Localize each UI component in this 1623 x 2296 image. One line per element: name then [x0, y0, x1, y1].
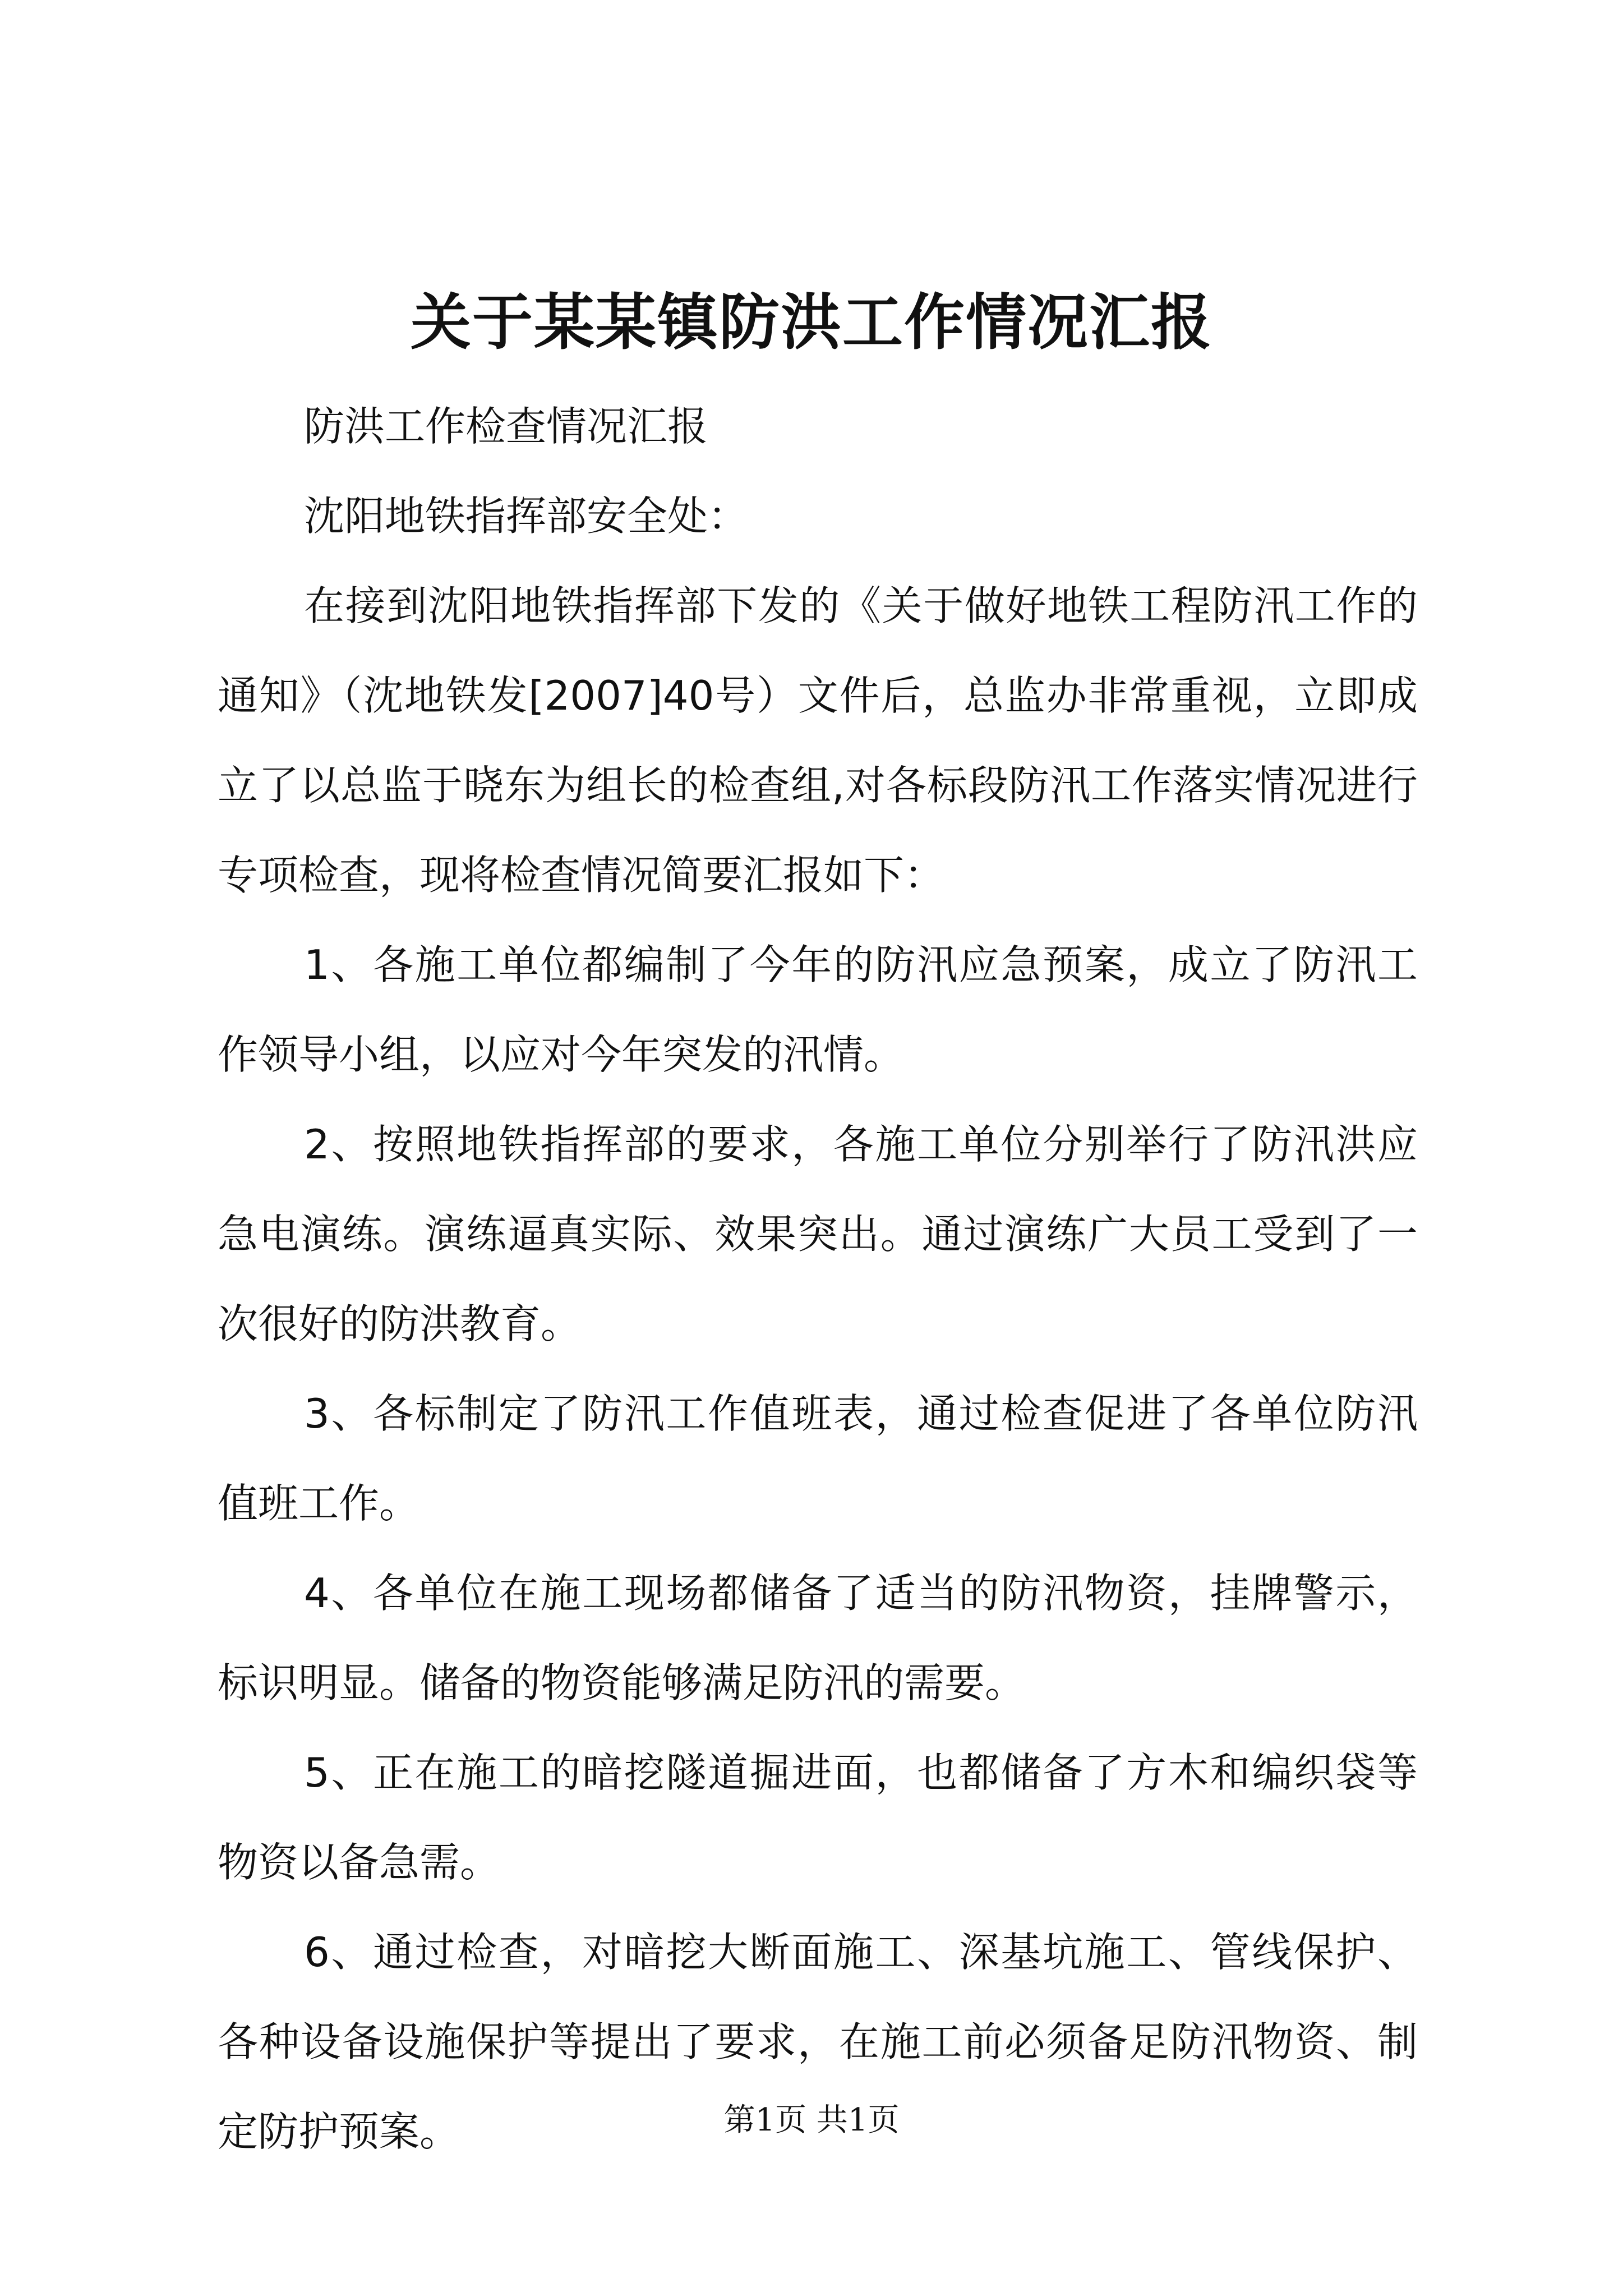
paragraph-item-3: 3、各标制定了防汛工作值班表，通过检查促进了各单位防汛值班工作。: [218, 1390, 1418, 1527]
paragraph-item-6: 6、通过检查，对暗挖大断面施工、深基坑施工、管线保护、各种设备设施保护等提出了要求，在施工前必须备足防汛物资、制定防护预案。: [218, 1929, 1418, 2155]
document-title: 关于某某镇防洪工作情况汇报: [410, 287, 1212, 358]
page-footer: 第1页 共1页: [723, 2102, 900, 2138]
paragraph-item-2: 2、按照地铁指挥部的要求，各施工单位分别举行了防汛洪应急电演练。演练逼真实际、效果突出。通过演练广大员工受到了一次很好的防洪教育。: [218, 1121, 1418, 1347]
paragraph-subtitle: 防洪工作检查情况汇报: [304, 403, 708, 450]
paragraph-item-5: 5、正在施工的暗挖隧道掘进面，也都储备了方木和编织袋等物资以备急需。: [218, 1749, 1418, 1886]
paragraph-item-1: 1、各施工单位都编制了今年的防汛应急预案，成立了防汛工作领导小组，以应对今年突发的汛情。: [218, 941, 1418, 1078]
paragraph-item-4: 4、各单位在施工现场都储备了适当的防汛物资，挂牌警示，标识明显。储备的物资能够满足防汛的需要。: [218, 1570, 1418, 1706]
paragraph-intro: 在接到沈阳地铁指挥部下发的《关于做好地铁工程防汛工作的通知》（沈地铁发[2007]40号）文件后，总监办非常重视，立即成立了以总监于晓东为组长的检查组,对各标段防汛工作落实情况进行专项检查，现将检查情况简要汇报如下：: [218, 582, 1418, 899]
document-body: [218, 381, 1418, 2177]
paragraph-recipient: 沈阳地铁指挥部安全处：: [304, 493, 749, 540]
